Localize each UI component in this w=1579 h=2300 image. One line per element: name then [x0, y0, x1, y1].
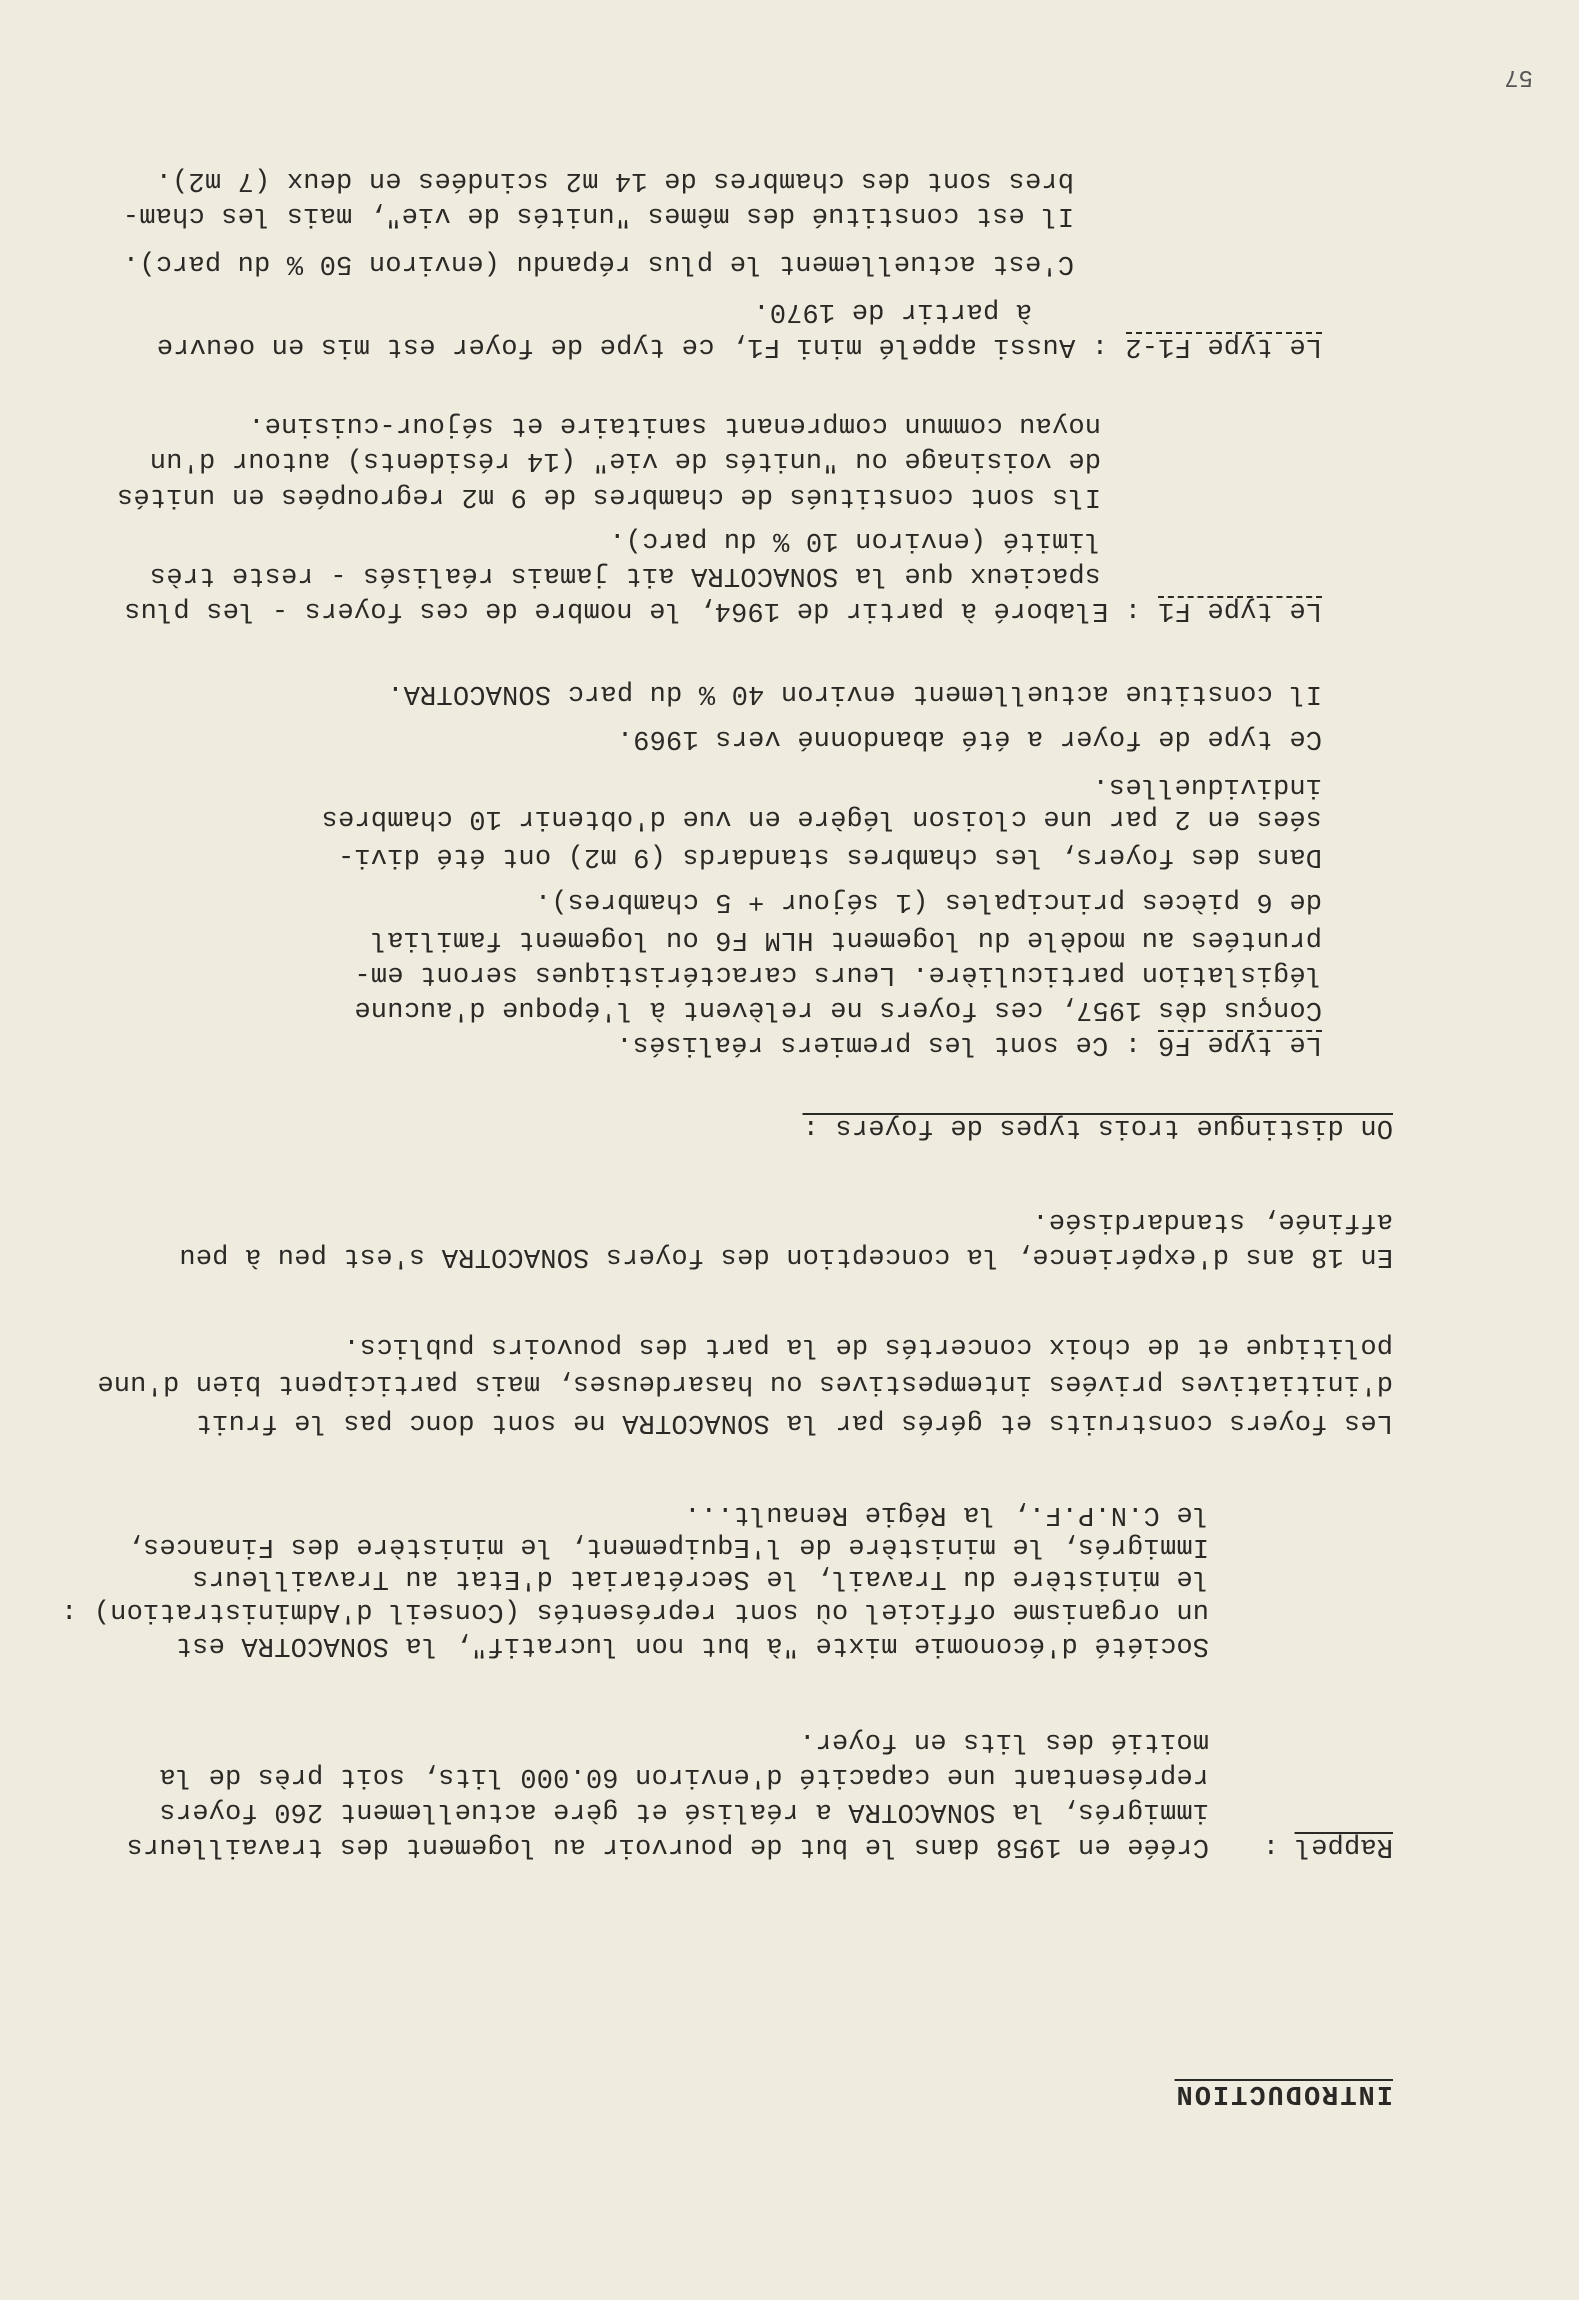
- text-line: : Elaboré à partir de 1964, le nombre de ces foyers - les plus: [124, 595, 1141, 625]
- page-title: INTRODUCTION: [1174, 2078, 1393, 2108]
- text-line: Ils sont constitués de chambres de 9 m2 regroupées en unités: [116, 481, 1101, 511]
- text-line: bres sont des chambres de 14 m2 scindées en deux (7 m2).: [155, 165, 1074, 195]
- text-line: législation particulière. Leurs caractéristiques seront em-: [354, 959, 1322, 989]
- rappel-label: Rappel: [1294, 1831, 1393, 1861]
- text-line: individuelles.: [1092, 771, 1322, 801]
- text-line: pruntées au modèle du logement HLM F6 ou logement familial: [370, 924, 1322, 954]
- type-f6-label: Le type F6: [1157, 1029, 1322, 1059]
- text-line: de 6 pièces principales (1 séjour + 5 chambres).: [534, 886, 1322, 916]
- text-line: Dans des foyers, les chambres standards (9 m2) ont été divi-: [337, 841, 1322, 871]
- text-line: limité (environ 10 % du parc).: [608, 525, 1101, 555]
- text-line: Ce type de foyer a été abandonné vers 1969.: [616, 723, 1322, 753]
- text-line: d'initiatives privées intempestives ou hasardeuses, mais participent bien d'une: [97, 1368, 1393, 1398]
- text-line: à partir de 1970.: [753, 296, 1032, 326]
- text-line: spacieux que la SONACOTRA ait jamais réalisés - reste très: [149, 560, 1101, 590]
- text-line: : Aussi appelé mini F1, ce type de foyer est mis en oeuvre: [156, 331, 1108, 361]
- text-line: Créée en 1958 dans le but de pourvoir au logement des travailleurs: [126, 1831, 1209, 1861]
- page-number: 57: [1504, 63, 1533, 90]
- text-line: un organisme officiel où sont représentés (Conseil d'Administration) :: [60, 1596, 1209, 1626]
- text-line: le C.N.P.F., la Régie Renault...: [684, 1499, 1209, 1529]
- text-line: politique et de choix concertés de la part des pouvoirs publics.: [343, 1331, 1393, 1361]
- text-line: Conçus dès 1957, ces foyers ne relèvent à l'époque d'aucune: [354, 994, 1322, 1024]
- text-line: de voisinage ou "unités de vie" (14 résidents) autour d'un: [149, 445, 1101, 475]
- text-line: sées en 2 par une cloison légère en vue d'obtenir 10 chambres: [321, 803, 1322, 833]
- type-f1-2-label: Le type F1-2: [1125, 331, 1322, 361]
- type-f1-label: Le type F1: [1157, 595, 1322, 625]
- text-line: Il constitue actuellement environ 40 % du parc SONACOTRA.: [387, 678, 1322, 708]
- text-line: le ministère du Travail, le Secrétariat d'Etat au Travailleurs: [192, 1563, 1209, 1593]
- types-heading: On distingue trois types de foyers :: [802, 1112, 1393, 1142]
- text-line: Société d'économie mixte "à but non lucratif", la SONACOTRA est: [175, 1630, 1209, 1660]
- text-line: Les foyers construits et gérés par la SONACOTRA ne sont donc pas le fruit: [195, 1407, 1393, 1437]
- text-line: affinée, standardisée.: [1032, 1206, 1393, 1236]
- text-line: moitié des lits en foyer.: [798, 1726, 1209, 1756]
- text-line: représentant une capacité d'environ 60.000 lits, soit près de la: [159, 1761, 1209, 1791]
- rappel-separator: :: [1262, 1831, 1279, 1861]
- text-line: immigrés, la SONACOTRA a réalisé et gère actuellement 260 foyers: [159, 1796, 1209, 1826]
- text-line: C'est actuellement le plus répandu (environ 50 % du parc).: [122, 248, 1074, 278]
- text-line: : Ce sont les premiers réalisés.: [616, 1029, 1141, 1059]
- text-line: En 18 ans d'expérience, la conception des foyers SONACOTRA s'est peu à peu: [179, 1241, 1393, 1271]
- text-line: noyau commun comprenant sanitaire et séjour-cuisine.: [248, 410, 1101, 440]
- text-line: Il est constitué des mêmes "unités de vie", mais les cham-: [122, 200, 1074, 230]
- text-line: Immigrés, le ministère de l'Equipement, le ministère des Finances,: [126, 1531, 1209, 1561]
